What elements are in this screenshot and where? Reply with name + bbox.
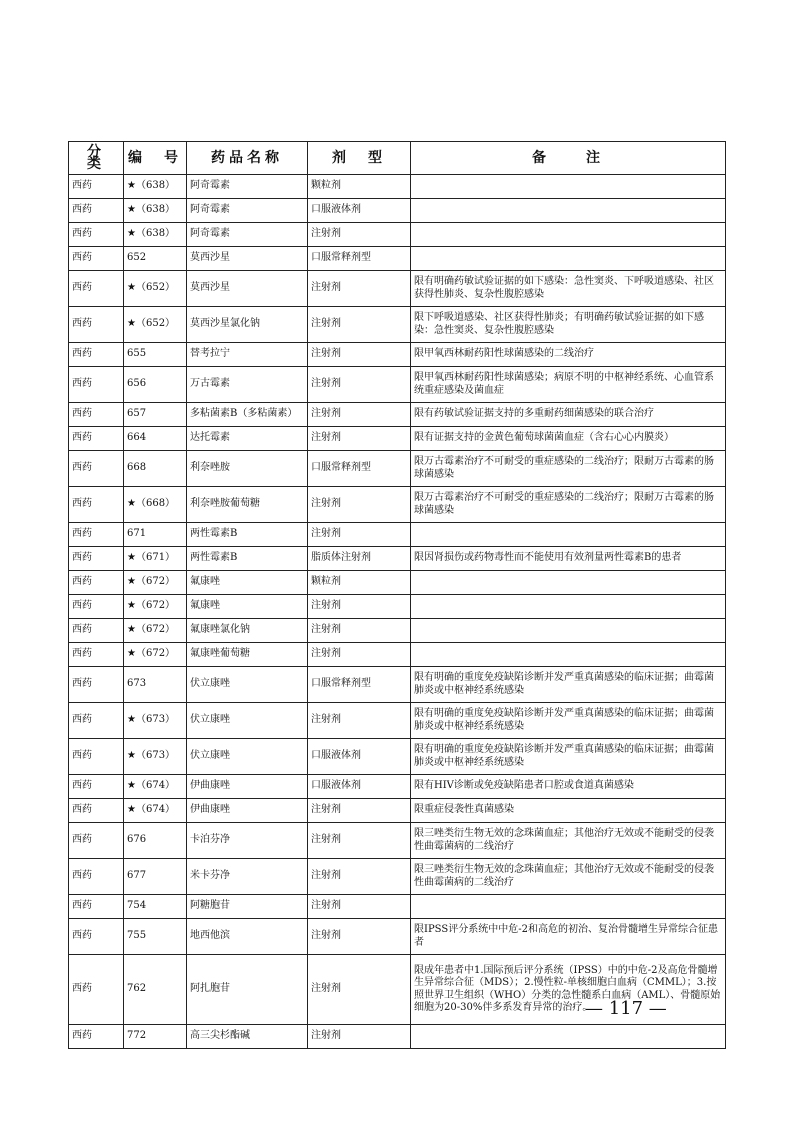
cell-drug-name: 多粘菌素B（多粘菌素） [187,403,308,427]
cell-dosage-form: 注射剂 [308,307,411,343]
cell-drug-name: 达托霉素 [187,427,308,451]
cell-drug-name: 莫西沙星氯化钠 [187,307,308,343]
cell-category: 西药 [69,895,124,919]
cell-drug-name: 阿奇霉素 [187,199,308,223]
cell-remarks [411,247,726,271]
table-row [69,643,726,667]
cell-category: 西药 [69,1025,124,1049]
table-row [69,367,726,403]
cell-remarks: 限有证据支持的金黄色葡萄球菌菌血症（含右心心内膜炎） [411,427,726,451]
cell-remarks: 限因肾损伤或药物毒性而不能使用有效剂量两性霉素B的患者 [411,547,726,571]
cell-drug-name: 氟康唑 [187,571,308,595]
cell-remarks: 限甲氧西林耐药阳性球菌感染的二线治疗 [411,343,726,367]
cell-dosage-form: 注射剂 [308,343,411,367]
cell-category: 西药 [69,859,124,895]
cell-dosage-form: 口服液体剂 [308,775,411,799]
cell-drug-name: 莫西沙星 [187,271,308,307]
cell-number: ★（638） [124,199,187,223]
cell-number: 668 [124,451,187,487]
cell-number: ★（673） [124,703,187,739]
cell-category: 西药 [69,427,124,451]
cell-number: ★（672） [124,643,187,667]
cell-dosage-form: 口服常释剂型 [308,451,411,487]
cell-drug-name: 伏立康唑 [187,703,308,739]
cell-remarks: 限重症侵袭性真菌感染 [411,799,726,823]
cell-category: 西药 [69,739,124,775]
cell-remarks: 限下呼吸道感染、社区获得性肺炎；有明确药敏试验证据的如下感染：急性窦炎、复杂性腹腔感染 [411,307,726,343]
cell-remarks [411,895,726,919]
cell-number: 664 [124,427,187,451]
table-row [69,823,726,859]
table-row [69,175,726,199]
cell-number: 652 [124,247,187,271]
cell-drug-name: 伏立康唑 [187,739,308,775]
cell-drug-name: 利奈唑胺 [187,451,308,487]
cell-category: 西药 [69,799,124,823]
table-body [69,175,726,1049]
table-row [69,1025,726,1049]
cell-remarks: 限三唑类衍生物无效的念珠菌血症；其他治疗无效或不能耐受的侵袭性曲霉菌病的二线治疗 [411,859,726,895]
cell-remarks [411,643,726,667]
cell-category: 西药 [69,919,124,955]
cell-drug-name: 伊曲康唑 [187,775,308,799]
cell-number: 762 [124,955,187,1025]
table-row [69,919,726,955]
cell-drug-name: 阿奇霉素 [187,223,308,247]
cell-dosage-form: 注射剂 [308,1025,411,1049]
cell-category: 西药 [69,571,124,595]
cell-category: 西药 [69,775,124,799]
cell-dosage-form: 注射剂 [308,403,411,427]
cell-number: ★（672） [124,595,187,619]
cell-dosage-form: 口服常释剂型 [308,247,411,271]
cell-number: ★（671） [124,547,187,571]
cell-remarks [411,1025,726,1049]
cell-dosage-form: 注射剂 [308,619,411,643]
cell-remarks: 限IPSS评分系统中中危-2和高危的初治、复治骨髓增生异常综合征患者 [411,919,726,955]
cell-remarks: 限有明确药敏试验证据的如下感染：急性窦炎、下呼吸道感染、社区获得性肺炎、复杂性腹腔感染 [411,271,726,307]
cell-category: 西药 [69,619,124,643]
table-row [69,271,726,307]
cell-category: 西药 [69,667,124,703]
cell-drug-name: 阿奇霉素 [187,175,308,199]
cell-number: ★（674） [124,775,187,799]
cell-dosage-form: 注射剂 [308,595,411,619]
cell-dosage-form: 注射剂 [308,367,411,403]
header-remarks: 备 注 [411,142,726,175]
cell-category: 西药 [69,523,124,547]
table-row [69,307,726,343]
cell-remarks: 限有明确的重度免疫缺陷诊断并发严重真菌感染的临床证据；曲霉菌肺炎或中枢神经系统感染 [411,667,726,703]
cell-drug-name: 两性霉素B [187,547,308,571]
cell-dosage-form: 颗粒剂 [308,571,411,595]
table-row [69,487,726,523]
cell-category: 西药 [69,487,124,523]
cell-number: 772 [124,1025,187,1049]
cell-dosage-form: 口服液体剂 [308,739,411,775]
cell-remarks: 限三唑类衍生物无效的念珠菌血症；其他治疗无效或不能耐受的侵袭性曲霉菌病的二线治疗 [411,823,726,859]
cell-category: 西药 [69,703,124,739]
cell-remarks: 限万古霉素治疗不可耐受的重症感染的二线治疗；限耐万古霉素的肠球菌感染 [411,451,726,487]
cell-number: ★（652） [124,307,187,343]
cell-remarks: 限成年患者中1.国际预后评分系统（IPSS）中的中危-2及高危骨髓增生异常综合征（MDS）；2.慢性粒-单核细胞白血病（CMML）；3.按照世界卫生组织（WHO）分类的急性髓系白血病（AML）、骨髓原始细胞为20-30%伴多系发育异常的治疗。 [411,955,726,1025]
drug-table [68,141,726,1049]
cell-drug-name: 地西他滨 [187,919,308,955]
header-number: 编 号 [124,142,187,175]
cell-category: 西药 [69,595,124,619]
table-row [69,739,726,775]
cell-drug-name: 氟康唑氯化钠 [187,619,308,643]
cell-dosage-form: 注射剂 [308,271,411,307]
cell-drug-name: 氟康唑 [187,595,308,619]
cell-category: 西药 [69,547,124,571]
cell-number: 755 [124,919,187,955]
cell-category: 西药 [69,643,124,667]
cell-remarks: 限甲氧西林耐药阳性球菌感染；病原不明的中枢神经系统、心血管系统重症感染及菌血症 [411,367,726,403]
cell-remarks: 限有明确的重度免疫缺陷诊断并发严重真菌感染的临床证据；曲霉菌肺炎或中枢神经系统感染 [411,739,726,775]
cell-category: 西药 [69,823,124,859]
cell-drug-name: 两性霉素B [187,523,308,547]
cell-dosage-form: 口服常释剂型 [308,667,411,703]
cell-drug-name: 阿扎胞苷 [187,955,308,1025]
cell-drug-name: 万古霉素 [187,367,308,403]
table-row [69,703,726,739]
cell-drug-name: 伊曲康唑 [187,799,308,823]
table-row [69,667,726,703]
cell-drug-name: 阿糖胞苷 [187,895,308,919]
cell-category: 西药 [69,223,124,247]
cell-category: 西药 [69,247,124,271]
cell-dosage-form: 注射剂 [308,859,411,895]
cell-dosage-form: 颗粒剂 [308,175,411,199]
cell-dosage-form: 脂质体注射剂 [308,547,411,571]
table-row [69,451,726,487]
table-header-row [69,142,726,175]
table-row [69,523,726,547]
cell-number: 671 [124,523,187,547]
cell-number: ★（674） [124,799,187,823]
header-drug-name: 药品名称 [187,142,308,175]
cell-number: ★（673） [124,739,187,775]
cell-number: ★（668） [124,487,187,523]
table-row [69,619,726,643]
table-row [69,427,726,451]
cell-remarks: 限有明确的重度免疫缺陷诊断并发严重真菌感染的临床证据；曲霉菌肺炎或中枢神经系统感染 [411,703,726,739]
cell-category: 西药 [69,451,124,487]
table-row [69,571,726,595]
cell-dosage-form: 注射剂 [308,895,411,919]
cell-drug-name: 氟康唑葡萄糖 [187,643,308,667]
cell-number: ★（672） [124,571,187,595]
page-number: — 117 — [585,998,667,1019]
cell-dosage-form: 注射剂 [308,919,411,955]
cell-drug-name: 替考拉宁 [187,343,308,367]
cell-dosage-form: 注射剂 [308,427,411,451]
cell-category: 西药 [69,199,124,223]
cell-drug-name: 伏立康唑 [187,667,308,703]
cell-remarks [411,223,726,247]
table-row [69,799,726,823]
cell-drug-name: 米卡芬净 [187,859,308,895]
table-row [69,223,726,247]
table-row [69,247,726,271]
cell-dosage-form: 注射剂 [308,823,411,859]
cell-remarks [411,571,726,595]
cell-number: ★（652） [124,271,187,307]
cell-remarks [411,199,726,223]
table-row [69,895,726,919]
cell-number: 656 [124,367,187,403]
cell-dosage-form: 注射剂 [308,643,411,667]
cell-dosage-form: 注射剂 [308,223,411,247]
table-row [69,859,726,895]
cell-remarks [411,619,726,643]
cell-number: 676 [124,823,187,859]
cell-number: ★（638） [124,223,187,247]
cell-number: 677 [124,859,187,895]
table-row [69,595,726,619]
cell-dosage-form: 注射剂 [308,523,411,547]
cell-number: 655 [124,343,187,367]
cell-number: 673 [124,667,187,703]
header-dosage-form: 剂 型 [308,142,411,175]
cell-category: 西药 [69,367,124,403]
cell-category: 西药 [69,175,124,199]
cell-drug-name: 卡泊芬净 [187,823,308,859]
cell-number: 754 [124,895,187,919]
cell-dosage-form: 注射剂 [308,703,411,739]
cell-dosage-form: 注射剂 [308,487,411,523]
cell-remarks: 限万古霉素治疗不可耐受的重症感染的二线治疗；限耐万古霉素的肠球菌感染 [411,487,726,523]
cell-number: ★（638） [124,175,187,199]
cell-drug-name: 利奈唑胺葡萄糖 [187,487,308,523]
header-category: 分 类 [69,142,124,175]
cell-drug-name: 高三尖杉酯碱 [187,1025,308,1049]
cell-number: ★（672） [124,619,187,643]
cell-remarks: 限有药敏试验证据支持的多重耐药细菌感染的联合治疗 [411,403,726,427]
cell-remarks: 限有HIV诊断或免疫缺陷患者口腔或食道真菌感染 [411,775,726,799]
cell-number: 657 [124,403,187,427]
table-row [69,547,726,571]
cell-remarks [411,175,726,199]
cell-dosage-form: 注射剂 [308,955,411,1025]
cell-category: 西药 [69,271,124,307]
cell-remarks [411,523,726,547]
cell-category: 西药 [69,403,124,427]
cell-drug-name: 莫西沙星 [187,247,308,271]
cell-category: 西药 [69,343,124,367]
cell-dosage-form: 注射剂 [308,799,411,823]
cell-dosage-form: 口服液体剂 [308,199,411,223]
cell-category: 西药 [69,307,124,343]
table-row [69,343,726,367]
table-row [69,199,726,223]
cell-category: 西药 [69,955,124,1025]
table-row [69,775,726,799]
table-row [69,403,726,427]
cell-remarks [411,595,726,619]
